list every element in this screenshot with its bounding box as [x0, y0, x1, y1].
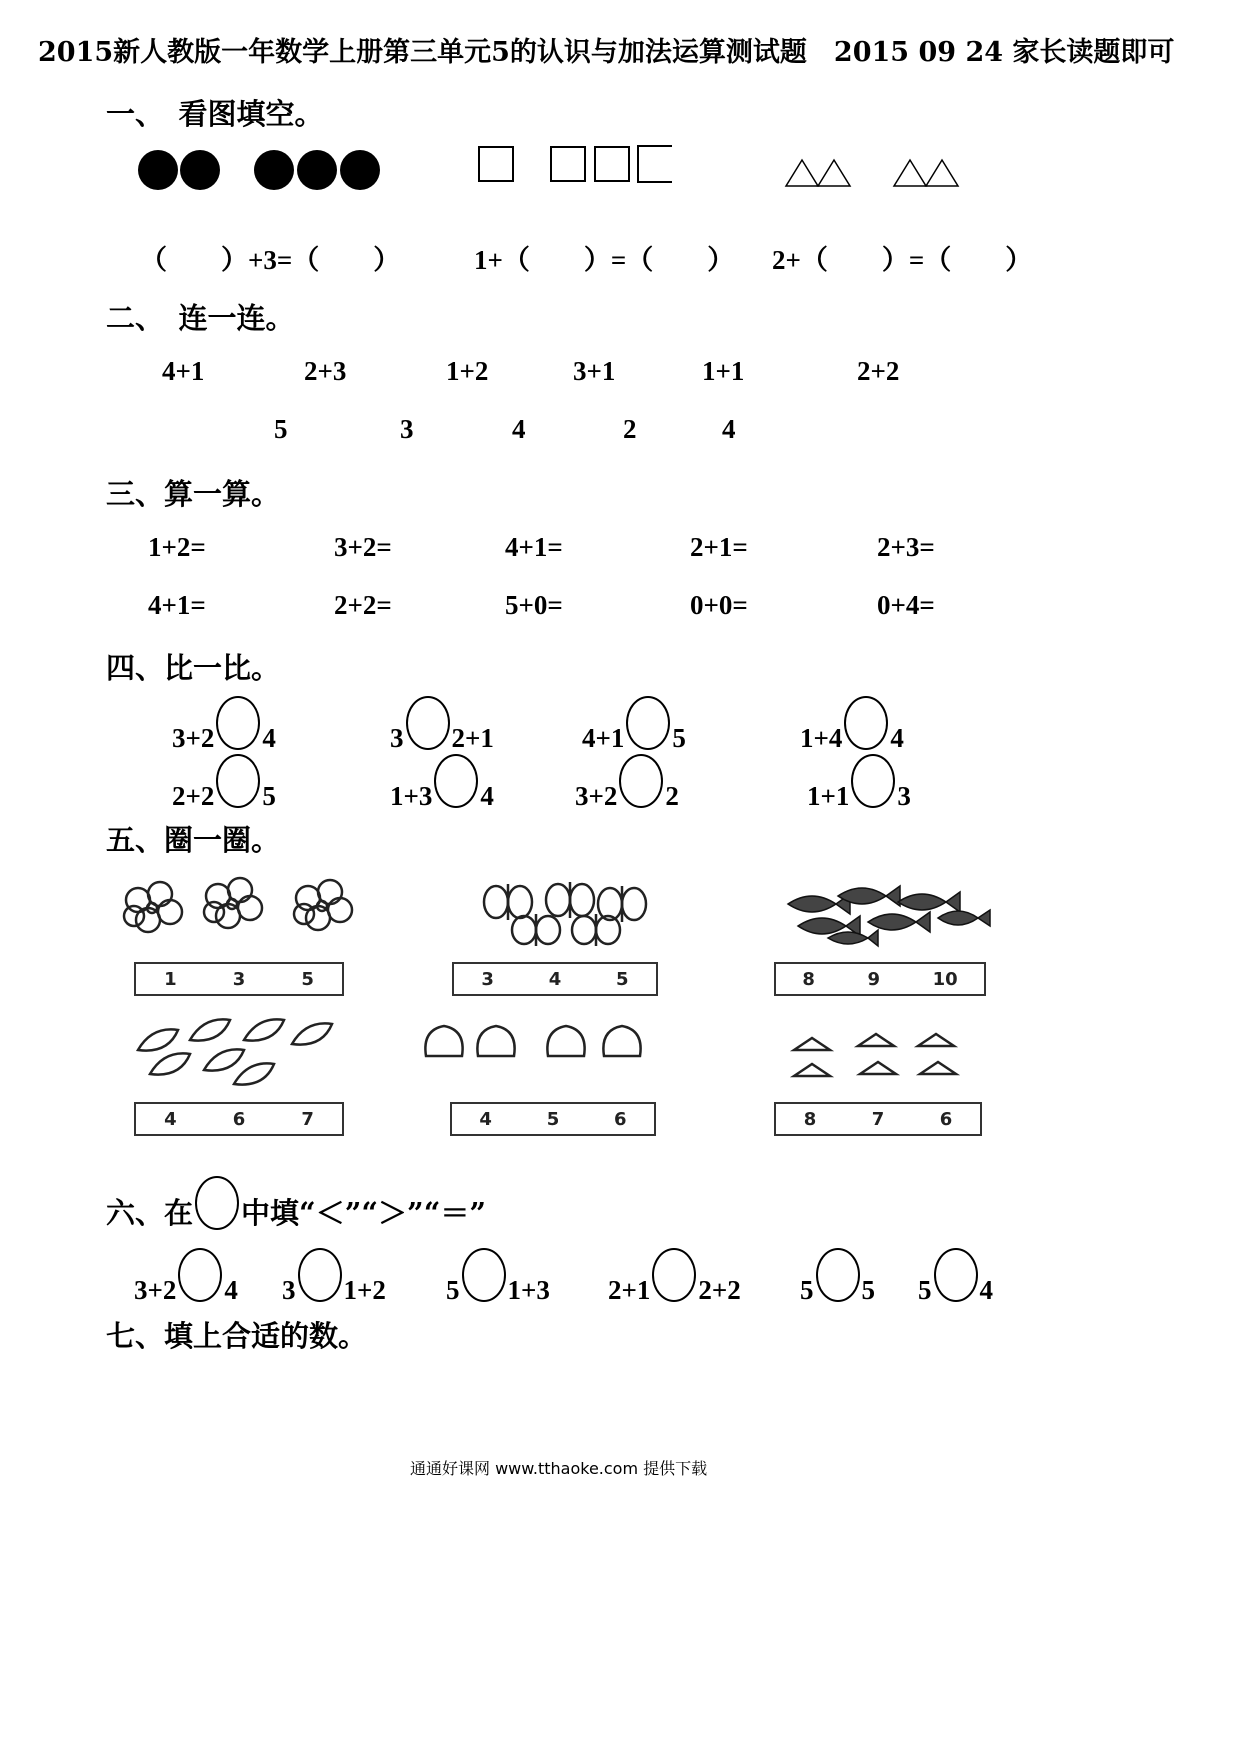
choice-number[interactable]: 4 [164, 1108, 177, 1130]
calc-item: 1+2= [148, 532, 206, 562]
match-number: 2 [623, 414, 637, 444]
answer-circle[interactable] [844, 696, 888, 750]
fill-equation: （ ）+3=（ ） [140, 245, 401, 275]
match-number: 5 [274, 414, 288, 444]
dot [180, 150, 220, 190]
compare-item: 3+2 4 [134, 1252, 238, 1306]
flower-icon [124, 878, 352, 932]
match-expression: 4+1 [162, 356, 205, 386]
match-number: 3 [400, 414, 414, 444]
match-expression: 2+3 [304, 356, 347, 386]
number-box [452, 962, 658, 996]
choice-number[interactable]: 6 [939, 1108, 953, 1130]
open-square [636, 144, 676, 184]
section-3-heading: 三、算一算。 [106, 477, 281, 511]
compare-item: 3 1+2 [282, 1252, 386, 1306]
section-6-heading: 六、在 中填“＜”“＞”“＝” [106, 1178, 486, 1232]
compare-item: 3+2 2 [575, 758, 679, 812]
triangle-icon [794, 1034, 956, 1076]
choice-number[interactable]: 7 [871, 1108, 885, 1130]
leaf-icon [138, 1019, 332, 1084]
choice-number[interactable]: 6 [232, 1108, 246, 1130]
choice-number[interactable]: 5 [301, 968, 314, 990]
choice-number[interactable]: 10 [932, 968, 958, 990]
match-expression: 3+1 [573, 356, 616, 386]
calc-item: 2+1= [690, 532, 748, 562]
answer-circle[interactable] [406, 696, 450, 750]
triangles-pair [892, 156, 962, 188]
compare-item: 2+2 5 [172, 758, 276, 812]
circle-icon [195, 1176, 239, 1230]
compare-item: 1+4 4 [800, 700, 904, 754]
triangles-pair [784, 156, 854, 188]
choice-number[interactable]: 6 [614, 1108, 627, 1130]
choice-number[interactable]: 8 [802, 968, 815, 990]
answer-circle[interactable] [626, 696, 670, 750]
match-expression: 1+1 [702, 356, 745, 386]
square [478, 146, 514, 182]
calc-item: 4+1= [148, 590, 206, 620]
section-2-heading: 二、 连一连。 [106, 301, 295, 335]
dot [254, 150, 294, 190]
number-box [134, 962, 344, 996]
answer-circle[interactable] [216, 696, 260, 750]
compare-item: 1+3 4 [390, 758, 494, 812]
compare-item: 3+2 4 [172, 700, 276, 754]
match-expression: 2+2 [857, 356, 900, 386]
fish-icon [788, 886, 990, 946]
answer-circle[interactable] [934, 1248, 978, 1302]
section-4-heading: 四、比一比。 [106, 651, 281, 685]
fill-equation: 2+（ ）=（ ） [772, 245, 1033, 275]
compare-item: 5 4 [918, 1252, 993, 1306]
choice-number[interactable]: 1 [164, 968, 177, 990]
answer-circle[interactable] [298, 1248, 342, 1302]
dot [297, 150, 337, 190]
square [550, 146, 586, 182]
section-5-heading: 五、圈一圈。 [106, 823, 281, 857]
butterfly-icon [484, 882, 646, 946]
answer-circle[interactable] [619, 754, 663, 808]
choice-number[interactable]: 9 [867, 968, 880, 990]
match-number: 4 [512, 414, 526, 444]
match-expression: 1+2 [446, 356, 489, 386]
calc-item: 2+3= [877, 532, 935, 562]
answer-circle[interactable] [462, 1248, 506, 1302]
answer-circle[interactable] [216, 754, 260, 808]
page-title: 2015新人教版一年数学上册第三单元5的认识与加法运算测试题 2015 09 24 家长读题即可 [38, 37, 1175, 68]
section-1-heading: 一、 看图填空。 [106, 97, 324, 131]
dot [138, 150, 178, 190]
choice-number[interactable]: 4 [548, 968, 562, 990]
compare-item: 3 2+1 [390, 700, 494, 754]
calc-item: 3+2= [334, 532, 392, 562]
square [594, 146, 630, 182]
compare-item: 4+1 5 [582, 700, 686, 754]
footer-text: 通通好课网 www.tthaoke.com 提供下载 [410, 1459, 708, 1478]
match-number: 4 [722, 414, 736, 444]
number-box [774, 1102, 982, 1136]
number-box [134, 1102, 344, 1136]
peach-icon [425, 1026, 640, 1056]
calc-item: 2+2= [334, 590, 392, 620]
answer-circle[interactable] [652, 1248, 696, 1302]
choice-number[interactable]: 4 [479, 1108, 492, 1130]
dot [340, 150, 380, 190]
answer-circle[interactable] [434, 754, 478, 808]
calc-item: 0+0= [690, 590, 748, 620]
choice-number[interactable]: 3 [232, 968, 246, 990]
compare-item: 1+1 3 [807, 758, 911, 812]
answer-circle[interactable] [851, 754, 895, 808]
number-box [774, 962, 986, 996]
calc-item: 0+4= [877, 590, 935, 620]
choice-number[interactable]: 8 [803, 1108, 817, 1130]
calc-item: 5+0= [505, 590, 563, 620]
answer-circle[interactable] [816, 1248, 860, 1302]
choice-number[interactable]: 5 [546, 1108, 560, 1130]
answer-circle[interactable] [178, 1248, 222, 1302]
compare-item: 5 5 [800, 1252, 875, 1306]
calc-item: 4+1= [505, 532, 563, 562]
choice-number[interactable]: 5 [616, 968, 629, 990]
choice-number[interactable]: 7 [301, 1108, 314, 1130]
choice-number[interactable]: 3 [481, 968, 494, 990]
number-box [450, 1102, 656, 1136]
fill-equation: 1+（ ）=（ ） [474, 245, 735, 275]
compare-item: 2+1 2+2 [608, 1252, 741, 1306]
section-7-heading: 七、填上合适的数。 [106, 1319, 368, 1353]
compare-item: 5 1+3 [446, 1252, 550, 1306]
